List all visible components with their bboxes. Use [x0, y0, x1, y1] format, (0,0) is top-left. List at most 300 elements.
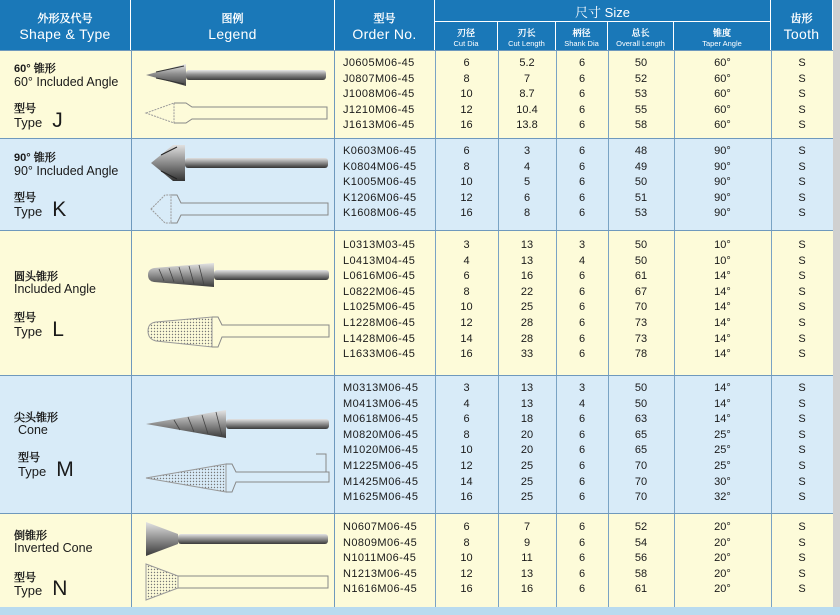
tooth-cell: S — [798, 317, 806, 329]
table-row — [335, 568, 840, 584]
cut-length-cell: 25 — [520, 460, 534, 472]
table-row — [335, 176, 840, 192]
cut-dia-cell: 14 — [460, 332, 473, 345]
header-tooth — [771, 0, 833, 50]
order-no-cell: L0822M06-45 — [343, 285, 416, 298]
overall-length-cell: 73 — [634, 317, 648, 329]
tooth-cell: S — [798, 103, 806, 116]
table-row — [335, 207, 840, 223]
cut-dia-cell: 16 — [460, 583, 473, 596]
tooth-cell: S — [798, 88, 806, 101]
cut-length-cell: 13.8 — [516, 119, 538, 132]
order-no-cell: J1008M06-45 — [343, 88, 415, 101]
header-taper-angle-zh: 锥度 — [712, 28, 731, 38]
shank-dia-cell: 6 — [578, 332, 586, 345]
cut-dia-cell: 8 — [463, 536, 470, 549]
order-no-cell: N0607M06-45 — [343, 521, 418, 533]
cut-dia-cell: 8 — [463, 285, 470, 298]
overall-length-cell: 61 — [634, 270, 648, 283]
cut-length-cell: 16 — [520, 270, 534, 283]
taper-angle-cell: 25° — [714, 444, 731, 457]
tooth-cell: S — [798, 176, 806, 189]
tooth-cell: S — [798, 145, 806, 157]
cut-dia-cell: 4 — [463, 397, 470, 410]
taper-angle-cell: 90° — [714, 207, 731, 220]
cut-length-cell: 6 — [523, 191, 531, 204]
table-row — [335, 88, 840, 104]
burr-j-icon — [144, 59, 329, 129]
shank-dia-cell: 6 — [578, 119, 586, 132]
table-row — [335, 583, 840, 599]
taper-angle-cell: 90° — [714, 145, 731, 157]
overall-length-cell: 53 — [634, 207, 648, 220]
shank-dia-cell: 6 — [578, 145, 586, 157]
table-row — [335, 413, 840, 429]
burr-n-icon — [144, 520, 332, 604]
tooth-cell: S — [798, 191, 806, 204]
header-legend-en: Legend — [208, 26, 257, 42]
cut-length-cell: 8.7 — [519, 88, 535, 101]
cut-length-cell: 7 — [523, 72, 531, 85]
overall-length-cell: 65 — [634, 444, 648, 457]
table-row — [335, 270, 840, 286]
order-no-cell: L1428M06-45 — [343, 332, 416, 345]
cut-length-cell: 13 — [520, 239, 534, 251]
header-tooth-zh: 齿形 — [790, 13, 813, 25]
tooth-cell: S — [798, 285, 806, 298]
cut-dia-cell: 16 — [460, 348, 473, 361]
header-cut-length — [498, 22, 556, 50]
cut-dia-cell: 3 — [463, 239, 470, 251]
table-row — [335, 348, 840, 364]
order-no-cell: M1020M06-45 — [343, 444, 419, 457]
cut-length-cell: 13 — [520, 382, 534, 394]
overall-length-cell: 52 — [634, 521, 648, 533]
legend-cell-k — [131, 139, 335, 230]
shape-en-l: Included Angle — [14, 282, 97, 296]
shank-dia-cell: 6 — [578, 317, 586, 329]
tooth-cell: S — [798, 348, 806, 361]
cut-dia-cell: 12 — [460, 191, 473, 204]
taper-angle-cell: 14° — [714, 397, 731, 410]
shank-dia-cell: 6 — [578, 567, 586, 580]
table-row — [335, 537, 840, 553]
table-row — [335, 476, 840, 492]
type-label-l: Type L — [14, 318, 64, 341]
shape-en-m: Cone — [18, 423, 48, 437]
tooth-cell: S — [798, 444, 806, 457]
order-no-cell: K1005M06-45 — [343, 176, 417, 189]
table-row — [335, 119, 840, 135]
shape-cell-n — [0, 514, 131, 607]
legend-cell-n — [131, 514, 335, 607]
tooth-cell: S — [798, 239, 806, 251]
type-label-n: Type N — [14, 577, 68, 600]
table-row — [335, 301, 840, 317]
table-row — [335, 521, 840, 537]
cut-dia-cell: 10 — [460, 301, 473, 314]
tooth-cell: S — [798, 413, 806, 426]
taper-angle-cell: 60° — [714, 57, 731, 69]
shank-dia-cell: 6 — [578, 301, 586, 314]
shank-dia-cell: 6 — [578, 348, 586, 361]
header-overall-length — [608, 22, 674, 50]
taper-angle-cell: 20° — [714, 536, 731, 549]
overall-length-cell: 55 — [634, 103, 648, 116]
taper-angle-cell: 20° — [714, 521, 731, 533]
shank-dia-cell: 6 — [578, 160, 586, 173]
taper-angle-cell: 20° — [714, 567, 731, 580]
cut-length-cell: 11 — [521, 552, 533, 565]
order-no-cell: K0603M06-45 — [343, 145, 417, 157]
header-size: 尺寸 Size — [435, 0, 771, 22]
cut-length-cell: 25 — [520, 475, 534, 488]
tooth-cell: S — [798, 475, 806, 488]
tooth-cell: S — [798, 521, 806, 533]
shape-cell-k — [0, 139, 131, 230]
cut-length-cell: 4 — [523, 160, 531, 173]
type-zh-l: 型号 — [14, 312, 36, 324]
cut-dia-cell: 3 — [463, 382, 470, 394]
tooth-cell: S — [798, 332, 806, 345]
taper-angle-cell: 14° — [714, 382, 731, 394]
shank-dia-cell: 3 — [578, 239, 586, 251]
taper-angle-cell: 10° — [714, 239, 731, 251]
tooth-cell: S — [798, 57, 806, 69]
taper-angle-cell: 32° — [714, 491, 731, 504]
shank-dia-cell: 6 — [578, 103, 586, 116]
header-shape-en: Shape & Type — [19, 26, 111, 42]
tooth-cell: S — [798, 567, 806, 580]
type-label-k: Type K — [14, 198, 67, 221]
type-letter-j: J — [52, 109, 63, 132]
order-no-cell: M0313M06-45 — [343, 382, 419, 394]
taper-angle-cell: 60° — [714, 103, 731, 116]
header-shank-dia-zh: 柄径 — [572, 28, 591, 38]
taper-angle-cell: 14° — [714, 348, 731, 361]
cut-length-cell: 10.4 — [516, 103, 538, 116]
header-taper-angle-en: Taper Angle — [702, 39, 742, 48]
table-row — [335, 239, 840, 255]
taper-angle-cell: 30° — [714, 475, 731, 488]
header-legend-zh: 图例 — [221, 13, 244, 25]
tooth-cell: S — [798, 536, 806, 549]
taper-angle-cell: 10° — [714, 254, 731, 267]
overall-length-cell: 63 — [634, 413, 648, 426]
cut-dia-cell: 10 — [460, 552, 473, 565]
overall-length-cell: 78 — [634, 348, 648, 361]
tooth-cell: S — [798, 160, 806, 173]
cut-dia-cell: 14 — [460, 475, 473, 488]
table-row — [335, 161, 840, 177]
order-no-cell: J1210M06-45 — [343, 103, 415, 116]
taper-angle-cell: 14° — [714, 413, 731, 426]
order-no-cell: M1425M06-45 — [343, 475, 419, 488]
overall-length-cell: 70 — [634, 460, 648, 472]
overall-length-cell: 50 — [634, 239, 648, 251]
overall-length-cell: 50 — [634, 397, 648, 410]
order-no-cell: K0804M06-45 — [343, 160, 417, 173]
shank-dia-cell: 6 — [578, 552, 586, 565]
header-shank-dia — [556, 22, 608, 50]
cut-dia-cell: 10 — [460, 176, 473, 189]
order-no-cell: K1206M06-45 — [343, 191, 417, 204]
tooth-cell: S — [798, 119, 806, 132]
order-no-cell: J1613M06-45 — [343, 119, 415, 132]
overall-length-cell: 61 — [634, 583, 648, 596]
overall-length-cell: 58 — [634, 119, 648, 132]
cut-dia-cell: 16 — [460, 119, 473, 132]
overall-length-cell: 70 — [634, 491, 648, 504]
shank-dia-cell: 6 — [578, 88, 586, 101]
overall-length-cell: 70 — [634, 475, 648, 488]
taper-angle-cell: 60° — [714, 119, 731, 132]
type-label-m: Type M — [18, 458, 74, 481]
legend-cell-l — [131, 231, 335, 375]
cut-length-cell: 9 — [523, 536, 531, 549]
cut-length-cell: 20 — [520, 428, 534, 441]
header-cut-length-en: Cut Length — [508, 39, 545, 48]
taper-angle-cell: 14° — [714, 332, 731, 345]
cut-dia-cell: 10 — [460, 444, 473, 457]
overall-length-cell: 58 — [634, 567, 648, 580]
type-label-j: Type J — [14, 109, 63, 132]
overall-length-cell: 50 — [634, 382, 648, 394]
cut-dia-cell: 6 — [463, 57, 470, 69]
cut-dia-cell: 12 — [460, 567, 473, 580]
type-letter-n: N — [52, 577, 68, 600]
shank-dia-cell: 6 — [578, 207, 586, 220]
shank-dia-cell: 4 — [578, 397, 586, 410]
tooth-cell: S — [798, 207, 806, 220]
cut-length-cell: 13 — [520, 254, 534, 267]
cut-length-cell: 16 — [520, 583, 534, 596]
shank-dia-cell: 6 — [578, 475, 586, 488]
cut-length-cell: 22 — [520, 285, 534, 298]
shank-dia-cell: 6 — [578, 521, 586, 533]
taper-angle-cell: 25° — [714, 428, 731, 441]
table-row — [335, 145, 840, 161]
table-row — [335, 192, 840, 208]
order-no-cell: M0618M06-45 — [343, 413, 419, 426]
tooth-cell: S — [798, 583, 806, 596]
cut-length-cell: 13 — [520, 567, 534, 580]
overall-length-cell: 50 — [634, 254, 648, 267]
cut-dia-cell: 12 — [460, 103, 473, 116]
shank-dia-cell: 6 — [578, 285, 586, 298]
tooth-cell: S — [798, 428, 806, 441]
header-legend — [131, 0, 335, 50]
taper-angle-cell: 14° — [714, 270, 731, 283]
shank-dia-cell: 6 — [578, 413, 586, 426]
taper-angle-cell: 90° — [714, 160, 731, 173]
table-row — [335, 429, 840, 445]
header-cut-dia-en: Cut Dia — [453, 39, 479, 48]
cut-dia-cell: 12 — [460, 317, 473, 329]
overall-length-cell: 65 — [634, 428, 648, 441]
order-no-cell: N1616M06-45 — [343, 583, 418, 596]
cut-length-cell: 25 — [520, 301, 534, 314]
cut-length-cell: 3 — [523, 145, 531, 157]
order-no-cell: J0807M06-45 — [343, 72, 415, 85]
cut-dia-cell: 8 — [463, 72, 470, 85]
taper-angle-cell: 90° — [714, 176, 731, 189]
order-no-cell: N1011M06-45 — [343, 552, 417, 565]
order-no-cell: L0313M03-45 — [343, 239, 416, 251]
overall-length-cell: 50 — [634, 176, 648, 189]
table-row — [335, 73, 840, 89]
cut-length-cell: 13 — [520, 397, 534, 410]
tooth-cell: S — [798, 270, 806, 283]
type-letter-m: M — [56, 458, 74, 481]
cut-length-cell: 5 — [523, 176, 531, 189]
order-no-cell: L1228M06-45 — [343, 317, 416, 329]
header-overall-length-zh: 总长 — [631, 28, 650, 38]
burr-k-icon — [147, 143, 332, 225]
taper-angle-cell: 60° — [714, 88, 731, 101]
shape-en-k: 90° Included Angle — [14, 164, 119, 178]
table-row — [335, 491, 840, 507]
shape-en-n: Inverted Cone — [14, 541, 93, 555]
table-row — [335, 460, 840, 476]
cut-dia-cell: 16 — [460, 207, 473, 220]
table-row — [335, 333, 840, 349]
legend-cell-j — [131, 51, 335, 138]
type-zh-k: 型号 — [14, 192, 36, 204]
overall-length-cell: 56 — [634, 552, 648, 565]
cut-dia-cell: 8 — [463, 428, 470, 441]
cut-dia-cell: 4 — [463, 254, 470, 267]
cut-dia-cell: 16 — [460, 491, 473, 504]
cut-dia-cell: 6 — [463, 145, 470, 157]
cut-length-cell: 33 — [520, 348, 534, 361]
shank-dia-cell: 6 — [578, 444, 586, 457]
shank-dia-cell: 6 — [578, 491, 586, 504]
overall-length-cell: 48 — [634, 145, 648, 157]
table-row — [335, 317, 840, 333]
tooth-cell: S — [798, 460, 806, 472]
cut-length-cell: 18 — [520, 413, 534, 426]
overall-length-cell: 53 — [634, 88, 648, 101]
overall-length-cell: 67 — [634, 285, 648, 298]
header-cut-dia-zh: 刃径 — [456, 28, 475, 38]
overall-length-cell: 52 — [634, 72, 648, 85]
type-letter-k: K — [52, 198, 67, 221]
table-row — [335, 104, 840, 120]
cut-length-cell: 8 — [523, 207, 531, 220]
cut-dia-cell: 8 — [463, 160, 470, 173]
taper-angle-cell: 90° — [714, 191, 731, 204]
cut-length-cell: 5.2 — [519, 57, 535, 69]
shank-dia-cell: 6 — [578, 191, 586, 204]
table-row — [335, 398, 840, 414]
order-no-cell: M0413M06-45 — [343, 397, 419, 410]
burr-l-icon — [144, 261, 332, 356]
tooth-cell: S — [798, 397, 806, 410]
header-shank-dia-en: Shank Dia — [564, 39, 599, 48]
shank-dia-cell: 6 — [578, 270, 586, 283]
taper-angle-cell: 20° — [714, 583, 731, 596]
order-no-cell: M1625M06-45 — [343, 491, 419, 504]
taper-angle-cell: 14° — [714, 301, 731, 314]
header-taper-angle — [674, 22, 771, 50]
type-zh-n: 型号 — [14, 572, 36, 584]
overall-length-cell: 73 — [634, 332, 648, 345]
overall-length-cell: 51 — [634, 191, 648, 204]
cut-length-cell: 20 — [520, 444, 534, 457]
shank-dia-cell: 3 — [578, 382, 586, 394]
shape-zh-k: 90° 锥形 — [14, 152, 56, 164]
shank-dia-cell: 6 — [578, 57, 586, 69]
cut-length-cell: 28 — [520, 317, 534, 329]
overall-length-cell: 70 — [634, 301, 648, 314]
cut-length-cell: 25 — [520, 491, 534, 504]
tooth-cell: S — [798, 254, 806, 267]
header-cut-length-zh: 刃长 — [517, 28, 536, 38]
order-no-cell: K1608M06-45 — [343, 207, 417, 220]
order-no-cell: L0413M04-45 — [343, 254, 416, 267]
shank-dia-cell: 6 — [578, 72, 586, 85]
cut-dia-cell: 10 — [460, 88, 473, 101]
cut-dia-cell: 6 — [463, 270, 470, 283]
shape-zh-n: 倒锥形 — [14, 530, 47, 542]
overall-length-cell: 49 — [634, 160, 648, 173]
tooth-cell: S — [798, 301, 806, 314]
order-no-cell: J0605M06-45 — [343, 57, 415, 69]
page-edge — [833, 0, 840, 615]
cut-dia-cell: 6 — [463, 521, 470, 533]
shank-dia-cell: 6 — [578, 428, 586, 441]
header-shape-zh: 外形及代号 — [37, 13, 93, 25]
order-no-cell: L1025M06-45 — [343, 301, 416, 314]
order-no-cell: N0809M06-45 — [343, 536, 418, 549]
tooth-cell: S — [798, 552, 806, 565]
header-shape — [0, 0, 131, 50]
shape-cell-m — [0, 376, 131, 513]
taper-angle-cell: 60° — [714, 72, 731, 85]
shape-zh-j: 60° 锥形 — [14, 63, 56, 75]
table-row — [335, 382, 840, 398]
shank-dia-cell: 6 — [578, 176, 586, 189]
table-row — [335, 444, 840, 460]
taper-angle-cell: 20° — [714, 552, 731, 565]
header-order — [335, 0, 435, 50]
header-order-en: Order No. — [352, 26, 417, 42]
table-row — [335, 286, 840, 302]
shape-en-j: 60° Included Angle — [14, 75, 119, 89]
shank-dia-cell: 6 — [578, 583, 586, 596]
taper-angle-cell: 14° — [714, 285, 731, 298]
cut-length-cell: 28 — [520, 332, 534, 345]
tooth-cell: S — [798, 491, 806, 504]
shape-cell-l — [0, 231, 131, 375]
header-order-zh: 型号 — [373, 13, 396, 25]
type-zh-j: 型号 — [14, 103, 36, 115]
header-overall-length-en: Overall Length — [616, 39, 665, 48]
shape-zh-l: 圆头锥形 — [14, 271, 58, 283]
order-no-cell: N1213M06-45 — [343, 567, 418, 580]
shank-dia-cell: 6 — [578, 536, 586, 549]
table-row — [335, 552, 840, 568]
overall-length-cell: 50 — [634, 57, 648, 69]
taper-angle-cell: 14° — [714, 317, 731, 329]
cut-dia-cell: 6 — [463, 413, 470, 426]
shank-dia-cell: 6 — [578, 460, 586, 472]
shape-cell-j — [0, 51, 131, 138]
header-cut-dia — [435, 22, 498, 50]
legend-cell-m — [131, 376, 335, 513]
tooth-cell: S — [798, 382, 806, 394]
